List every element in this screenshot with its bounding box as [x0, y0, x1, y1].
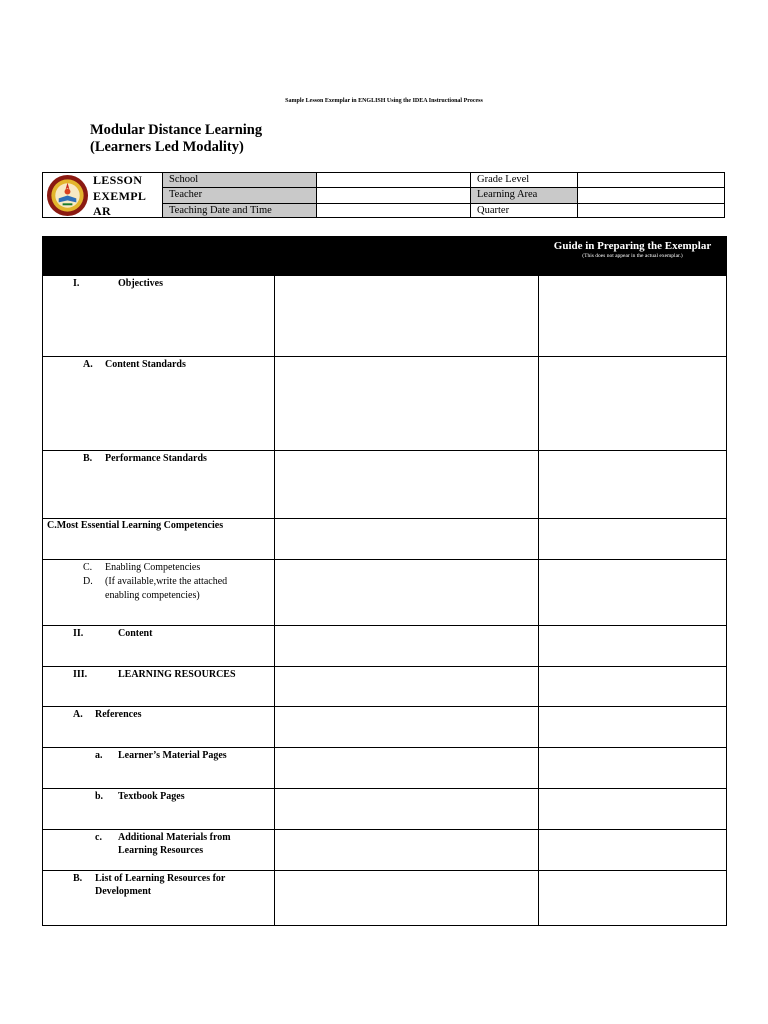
performance-standards-label: Performance Standards — [105, 453, 207, 464]
performance-standards-cell[interactable] — [275, 451, 539, 519]
learning-area-label: Learning Area — [470, 187, 578, 204]
header-cell-2 — [275, 237, 539, 276]
content-standards-cell[interactable] — [275, 357, 539, 451]
learning-resources-cell[interactable] — [275, 667, 539, 707]
objectives-content-cell[interactable] — [275, 276, 539, 357]
teacher-label: Teacher — [162, 187, 317, 204]
teacher-value[interactable] — [316, 187, 471, 204]
table-row — [43, 789, 727, 830]
header-cell-1 — [43, 237, 275, 276]
table-row — [43, 519, 727, 560]
textbook-label: Textbook Pages — [118, 791, 185, 802]
teaching-date-value[interactable] — [316, 203, 471, 218]
table-row — [43, 626, 727, 667]
list-resources-line-1: List of Learning Resources for — [95, 873, 226, 884]
table-row — [43, 707, 727, 748]
enabling-competencies-label: Enabling Competencies — [105, 562, 201, 573]
quarter-label: Quarter — [470, 203, 578, 218]
guide-title: Guide in Preparing the Exemplar — [553, 240, 712, 252]
content-guide-cell — [539, 626, 727, 667]
table-row — [43, 357, 727, 451]
enabling-number-d: D. — [83, 576, 93, 587]
learning-resources-number: III. — [73, 669, 88, 680]
table-row — [43, 451, 727, 519]
additional-materials-number: c. — [95, 832, 102, 843]
learning-resources-label: LEARNING RESOURCES — [118, 669, 236, 680]
content-standards-number: A. — [83, 359, 93, 370]
table-row — [43, 276, 727, 357]
enabling-competencies-cell[interactable] — [275, 560, 539, 626]
objectives-label: Objectives — [118, 278, 163, 289]
melc-cell[interactable] — [275, 519, 539, 560]
table-row — [43, 667, 727, 707]
additional-materials-cell[interactable] — [275, 830, 539, 871]
guide-header-cell — [539, 237, 727, 276]
textbook-guide-cell — [539, 789, 727, 830]
list-resources-line-2: Development — [95, 886, 152, 897]
enabling-note-line-2: enabling competencies) — [105, 590, 200, 601]
content-standards-label: Content Standards — [105, 359, 186, 370]
textbook-cell[interactable] — [275, 789, 539, 830]
grade-level-value[interactable] — [577, 172, 725, 188]
title-line-1: Modular Distance Learning — [90, 122, 263, 138]
enabling-competencies-guide-cell — [539, 560, 727, 626]
content-cell[interactable] — [275, 626, 539, 667]
references-guide-cell — [539, 707, 727, 748]
school-value[interactable] — [316, 172, 471, 188]
school-label: School — [162, 172, 317, 188]
school-seal-logo — [46, 174, 89, 217]
learning-resources-guide-cell — [539, 667, 727, 707]
learners-material-label: Learner’s Material Pages — [118, 750, 227, 761]
content-standards-guide-cell — [539, 357, 727, 451]
list-resources-number: B. — [73, 873, 83, 884]
textbook-number: b. — [95, 791, 104, 802]
references-number: A. — [73, 709, 83, 720]
learners-material-cell[interactable] — [275, 748, 539, 789]
quarter-value[interactable] — [577, 203, 725, 218]
lesson-table — [42, 236, 727, 926]
content-label: Content — [118, 628, 153, 639]
lesson-label-line-1: LESSON — [93, 173, 143, 187]
objectives-guide-cell — [539, 276, 727, 357]
performance-standards-guide-cell — [539, 451, 727, 519]
learners-material-number: a. — [95, 750, 103, 761]
learners-material-guide-cell — [539, 748, 727, 789]
top-note: Sample Lesson Exemplar in ENGLISH Using the IDEA Instructional Process — [285, 98, 483, 104]
content-number: II. — [73, 628, 84, 639]
melc-label: C.Most Essential Learning Competencies — [47, 520, 224, 531]
lesson-label-line-2: EXEMPL — [93, 188, 147, 203]
melc-guide-cell — [539, 519, 727, 560]
table-row — [43, 748, 727, 789]
objectives-number: I. — [73, 278, 80, 289]
performance-standards-number: B. — [83, 453, 93, 464]
additional-materials-line-1: Additional Materials from — [118, 832, 231, 843]
references-label: References — [95, 709, 142, 720]
guide-note: (This does not appear in the actual exemplar.) — [582, 253, 683, 259]
grade-level-label: Grade Level — [470, 172, 578, 188]
table-row — [43, 830, 727, 871]
table-row — [43, 871, 727, 926]
list-resources-guide-cell — [539, 871, 727, 926]
teaching-date-label: Teaching Date and Time — [162, 203, 317, 218]
list-resources-cell[interactable] — [275, 871, 539, 926]
enabling-note-line-1: (If available,write the attached — [105, 576, 228, 587]
table-row — [43, 560, 727, 626]
title-line-2: (Learners Led Modality) — [90, 139, 244, 155]
lesson-label-line-3: AR — [93, 204, 111, 218]
table-header-row — [43, 237, 727, 276]
document-title — [90, 122, 262, 156]
enabling-number-c: C. — [83, 562, 93, 573]
additional-materials-line-2: Learning Resources — [118, 845, 204, 856]
lesson-exemplar-label — [93, 173, 146, 220]
references-cell[interactable] — [275, 707, 539, 748]
learning-area-value[interactable] — [577, 187, 725, 204]
additional-materials-guide-cell — [539, 830, 727, 871]
